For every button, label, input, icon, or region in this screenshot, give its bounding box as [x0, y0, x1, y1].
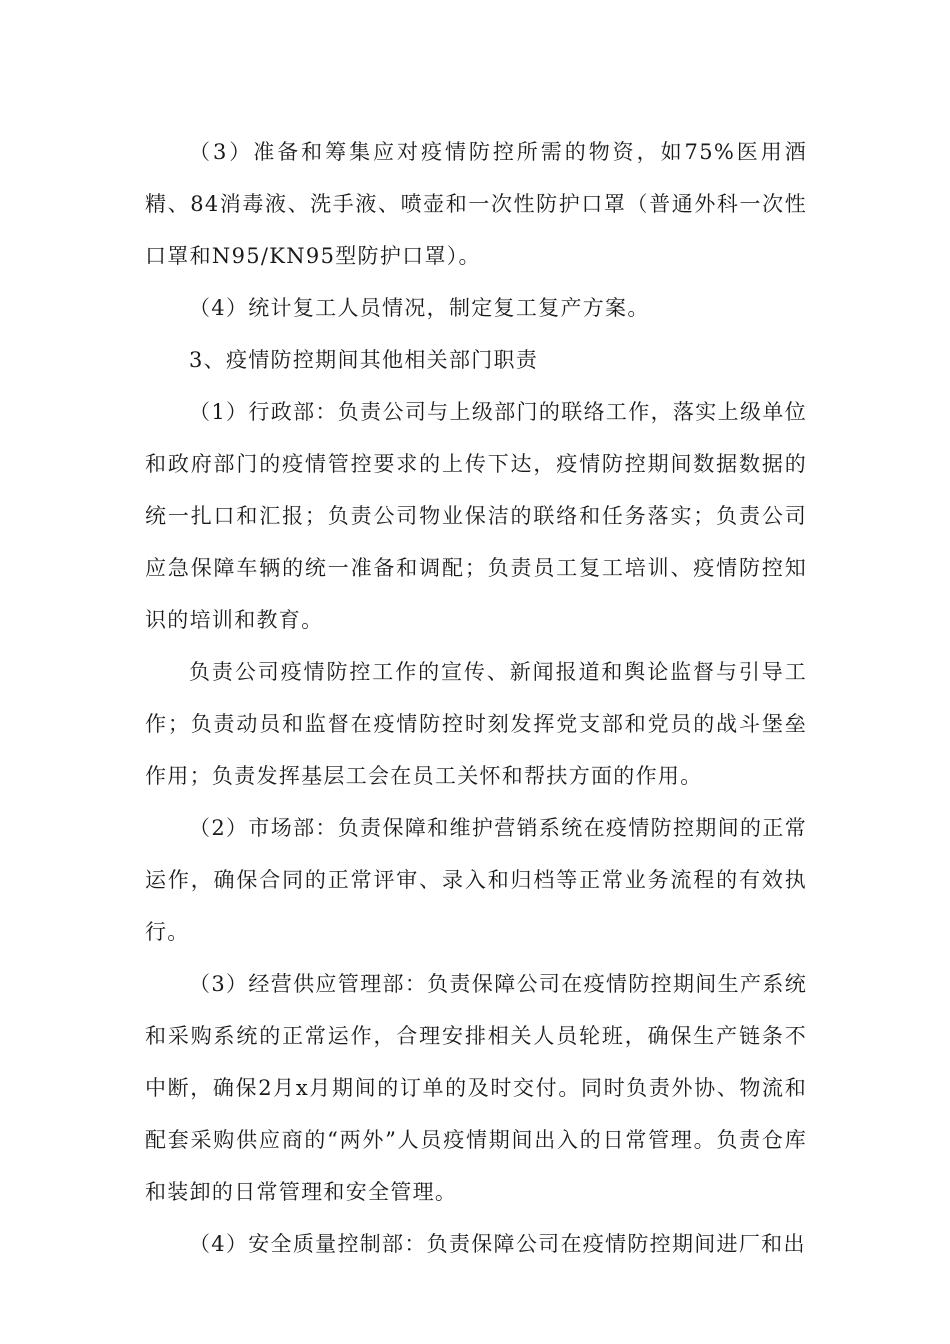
paragraph-marketing-dept: （2）市场部：负责保障和维护营销系统在疫情防控期间的正常运作，确保合同的正常评审、录入和归档等正常业务流程的有效执行。: [145, 816, 807, 944]
section-heading-department-duties: 3、疫情防控期间其他相关部门职责: [189, 348, 539, 372]
paragraph-administration-dept: （1）行政部：负责公司与上级部门的联络工作，落实上级单位和政府部门的疫情管控要求的上传下达，疫情防控期间数据数据的统一扎口和汇报；负责公司物业保洁的联络和任务落实；负责公司应急保障车辆的统一准备和调配；负责员工复工培训、疫情防控知识的培训和教育。: [145, 400, 807, 632]
paragraph-staff-statistics: （4）统计复工人员情况，制定复工复产方案。: [189, 296, 650, 320]
paragraph-publicity-duties: 负责公司疫情防控工作的宣传、新闻报道和舆论监督与引导工作；负责动员和监督在疫情防控时刻发挥党支部和党员的战斗堡垒作用；负责发挥基层工会在员工关怀和帮扶方面的作用。: [145, 660, 807, 788]
document-body: [145, 126, 807, 1270]
paragraph-safety-quality-dept: （4）安全质量控制部：负责保障公司在疫情防控期间进厂和出: [189, 1232, 806, 1256]
paragraph-supply-management-dept: （3）经营供应管理部：负责保障公司在疫情防控期间生产系统和采购系统的正常运作，合理安排相关人员轮班，确保生产链条不中断，确保2月x月期间的订单的及时交付。同时负责外协、物流和配套采购供应商的“两外”人员疫情期间出入的日常管理。负责仓库和装卸的日常管理和安全管理。: [145, 972, 807, 1204]
paragraph-supplies: （3）准备和筹集应对疫情防控所需的物资，如75%医用酒精、84消毒液、洗手液、喷壶和一次性防护口罩（普通外科一次性口罩和N95/KN95型防护口罩）。: [145, 140, 807, 268]
